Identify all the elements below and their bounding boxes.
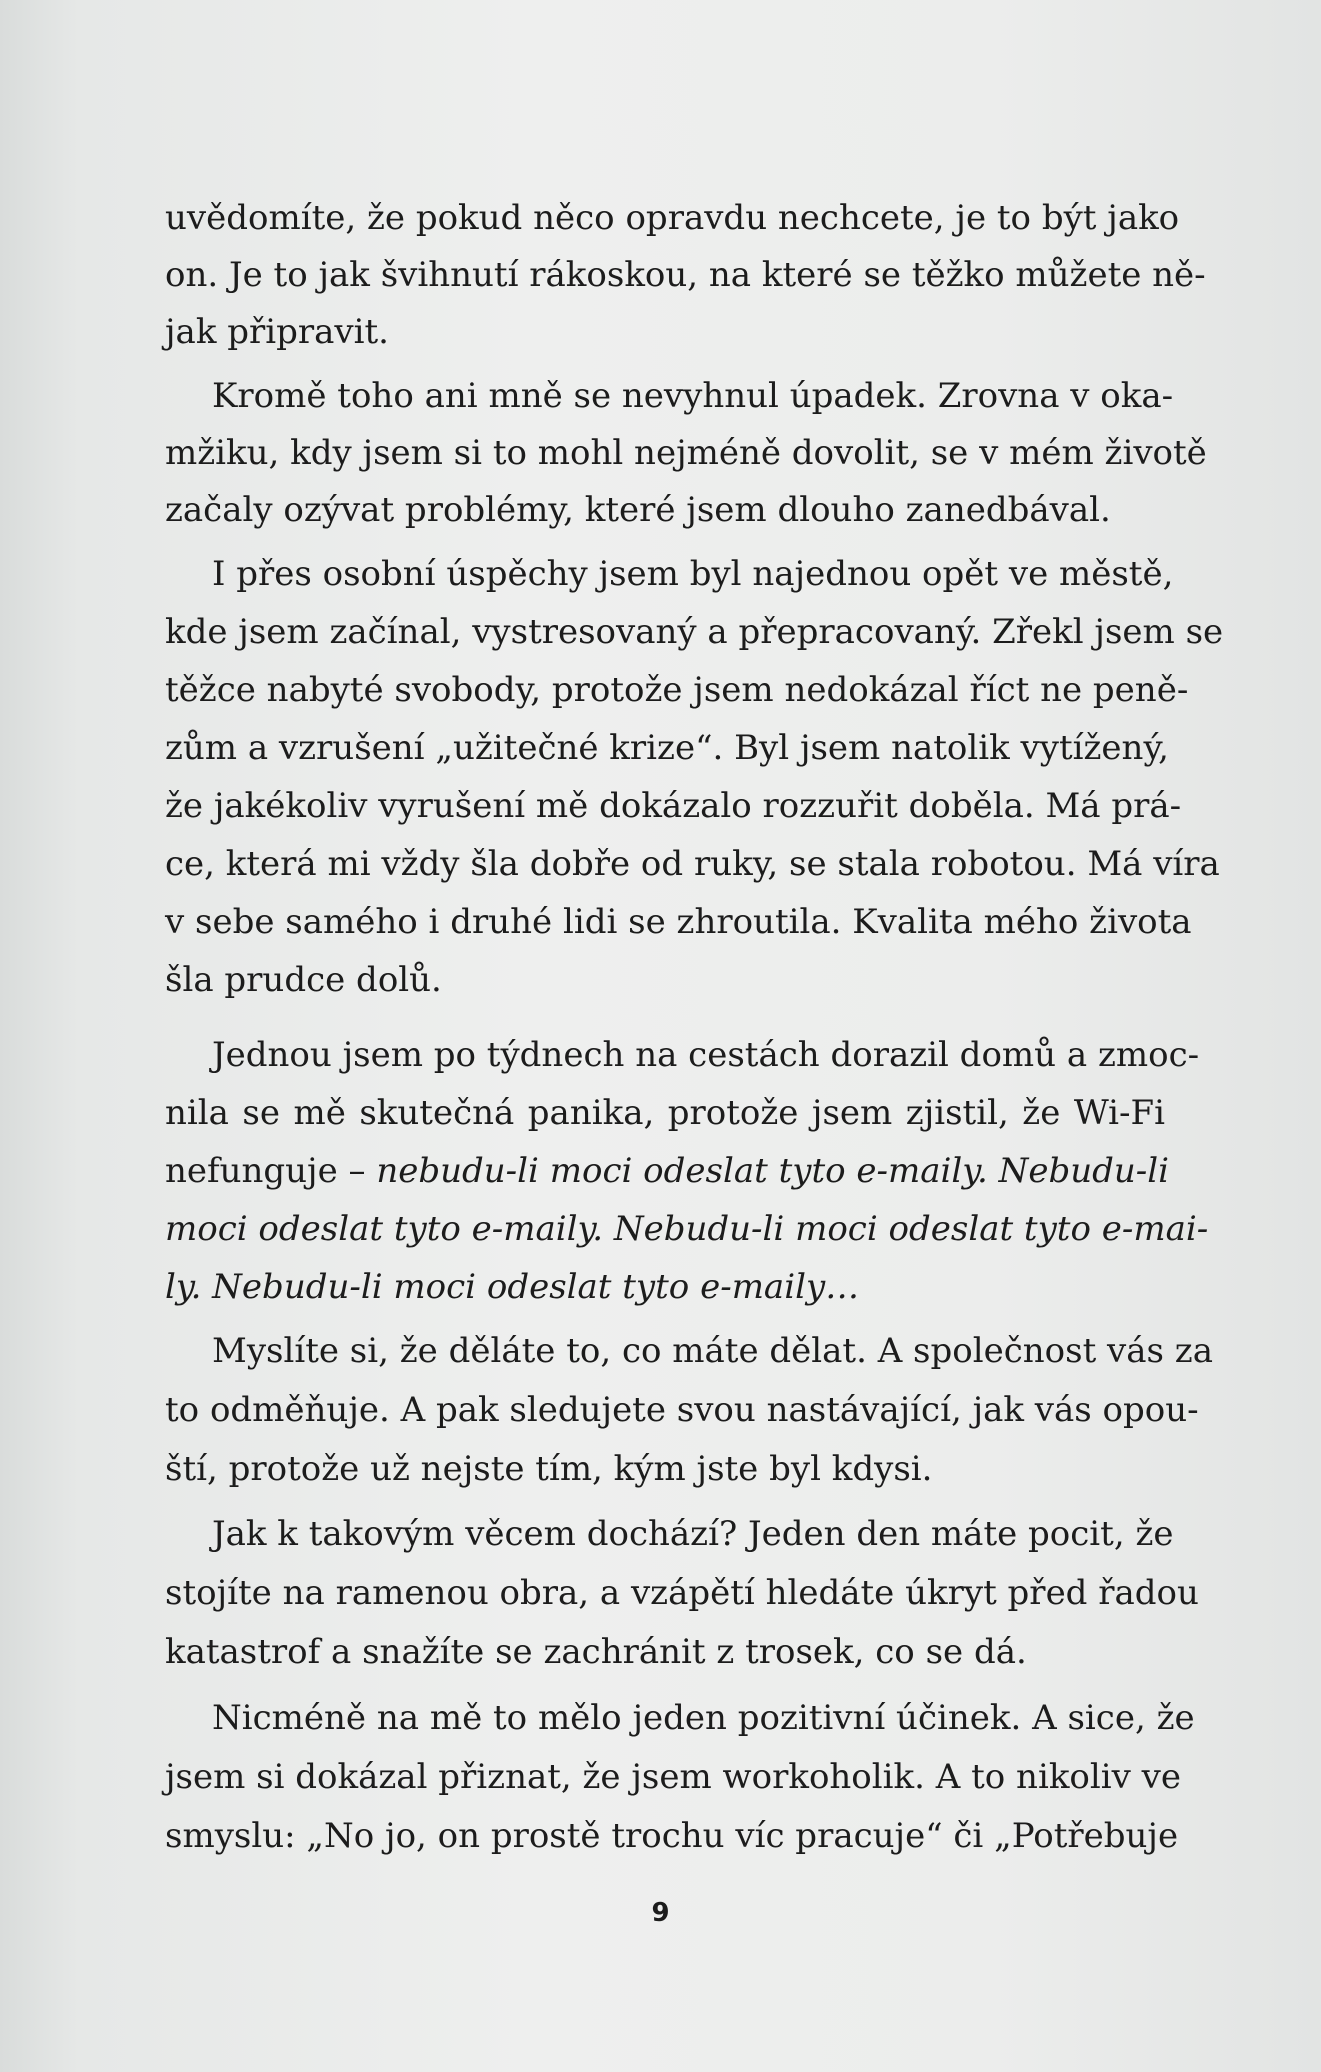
text-line: mžiku, kdy jsem si to mohl nejméně dovolit, se v mém životě (165, 433, 1207, 473)
text-line: stojíte na ramenou obra, a vzápětí hledáte úkryt před řadou (165, 1573, 1199, 1613)
text-line: kde jsem začínal, vystresovaný a přepracovaný. Zřekl jsem se (165, 612, 1224, 652)
text-line: jsem si dokázal přiznat, že jsem workoholik. A to nikoliv ve (165, 1757, 1181, 1797)
text-line: šla prudce dolů. (165, 960, 442, 1000)
text-span: nefunguje – (165, 1151, 377, 1191)
text-line: začaly ozývat problémy, které jsem dlouho zanedbával. (165, 490, 1111, 530)
text-line: Nicméně na mě to mělo jeden pozitivní účinek. A sice, že (212, 1698, 1195, 1738)
text-line: Jednou jsem po týdnech na cestách dorazil domů a zmoc- (212, 1035, 1200, 1075)
text-line: jak připravit. (165, 312, 389, 352)
text-line: ce, která mi vždy šla dobře od ruky, se stala robotou. Má víra (165, 844, 1220, 884)
text-line: nila se mě skutečná panika, protože jsem zjistil, že Wi-Fi (165, 1093, 1165, 1133)
text-line: uvědomíte, že pokud něco opravdu nechcete, je to být jako (165, 198, 1180, 238)
italic-text-span: moci odeslat tyto e-maily. Nebudu-li moci odeslat tyto e-mai- (165, 1209, 1209, 1249)
text-line: on. Je to jak švihnutí rákoskou, na které se těžko můžete ně- (165, 255, 1206, 295)
italic-text-span: ly. Nebudu-li moci odeslat tyto e-maily… (165, 1267, 860, 1307)
text-line: Myslíte si, že děláte to, co máte dělat. A společnost vás za (212, 1331, 1213, 1371)
text-line: to odměňuje. A pak sledujete svou nastávající, jak vás opou- (165, 1390, 1199, 1430)
text-line: smyslu: „No jo, on prostě trochu víc pracuje“ či „Potřebuje (165, 1816, 1179, 1856)
italic-text-span: nebudu-li moci odeslat tyto e-maily. Nebudu-li (376, 1151, 1170, 1191)
text-line (165, 1209, 1209, 1249)
text-line: ští, protože už nejste tím, kým jste byl kdysi. (165, 1449, 933, 1489)
text-line (165, 1267, 1165, 1307)
text-line: že jakékoliv vyrušení mě dokázalo rozzuřit doběla. Má prá- (165, 786, 1182, 826)
text-line: v sebe samého i druhé lidi se zhroutila. Kvalita mého života (165, 902, 1192, 942)
page-number: 9 (651, 1898, 670, 1928)
text-line (165, 1151, 1170, 1191)
text-line: těžce nabyté svobody, protože jsem nedokázal říct ne peně- (165, 670, 1189, 710)
text-line: zům a vzrušení „užitečné krize“. Byl jsem natolik vytížený, (165, 728, 1169, 768)
text-line: Jak k takovým věcem dochází? Jeden den máte pocit, že (212, 1514, 1174, 1554)
text-line: I přes osobní úspěchy jsem byl najednou opět ve městě, (212, 554, 1174, 594)
text-line: Kromě toho ani mně se nevyhnul úpadek. Zrovna v oka- (212, 376, 1174, 416)
text-line: katastrof a snažíte se zachránit z trosek, co se dá. (165, 1632, 1027, 1672)
